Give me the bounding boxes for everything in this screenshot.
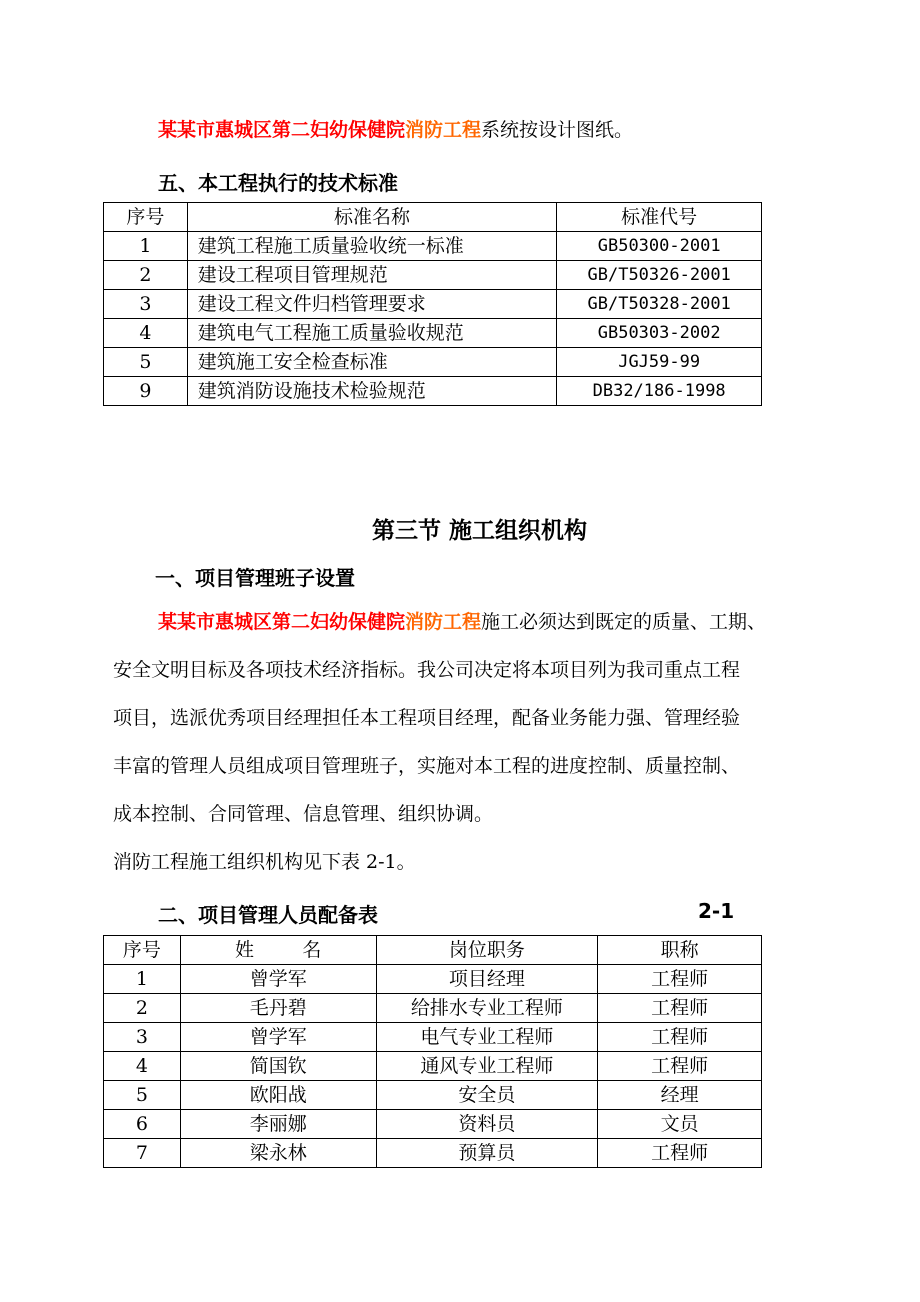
row-number: 2 (104, 261, 188, 290)
table-row (104, 1081, 762, 1110)
body-project-type: 消防工程 (405, 611, 482, 633)
staff-title: 经理 (598, 1081, 762, 1110)
row-number: 5 (104, 348, 188, 377)
staff-position: 给排水专业工程师 (376, 994, 598, 1023)
table-row (104, 319, 762, 348)
staff-name: 李丽娜 (180, 1110, 376, 1139)
body-line-3: 项目，选派优秀项目经理担任本工程项目经理，配备业务能力强、管理经验 (113, 707, 741, 729)
staff-name: 曾学军 (180, 1023, 376, 1052)
staff-title: 工程师 (598, 1023, 762, 1052)
table-number: 2-1 (698, 899, 735, 923)
standard-name: 建筑电气工程施工质量验收规范 (187, 319, 557, 348)
table-row (104, 1052, 762, 1081)
staff-name: 毛丹碧 (180, 994, 376, 1023)
staff-position: 资料员 (376, 1110, 598, 1139)
staff-name: 曾学军 (180, 965, 376, 994)
header-cell: 序号 (104, 203, 188, 232)
staff-position: 项目经理 (376, 965, 598, 994)
staff-name: 欧阳战 (180, 1081, 376, 1110)
table-reference-line: 消防工程施工组织机构见下表 2-1。 (113, 851, 416, 873)
standard-code: GB50300-2001 (557, 232, 762, 261)
table-row (104, 290, 762, 319)
body-line-2: 安全文明目标及各项技术经济指标。我公司决定将本项目列为我司重点工程 (113, 659, 741, 681)
staff-title: 工程师 (598, 965, 762, 994)
row-number: 5 (104, 1081, 181, 1110)
standards-table-header (104, 203, 762, 232)
standard-code: GB50303-2002 (557, 319, 762, 348)
intro-project-name: 某某市惠城区第二妇幼保健院 (158, 119, 406, 141)
standard-name: 建设工程项目管理规范 (187, 261, 557, 290)
standard-name: 建设工程文件归档管理要求 (187, 290, 557, 319)
intro-project-type: 消防工程 (405, 119, 482, 141)
header-cell: 标准名称 (187, 203, 557, 232)
body-line-4: 丰富的管理人员组成项目管理班子，实施对本工程的进度控制、质量控制、 (113, 755, 741, 777)
intro-line (158, 118, 633, 142)
row-number: 9 (104, 377, 188, 406)
row-number: 4 (104, 1052, 181, 1081)
standards-table (103, 202, 762, 406)
table-row (104, 965, 762, 994)
standard-code: GB/T50326-2001 (557, 261, 762, 290)
standard-code: GB/T50328-2001 (557, 290, 762, 319)
staff-title: 文员 (598, 1110, 762, 1139)
header-cell: 序号 (104, 936, 181, 965)
body-line-5: 成本控制、合同管理、信息管理、组织协调。 (113, 803, 494, 825)
staff-position: 电气专业工程师 (376, 1023, 598, 1052)
standard-code: DB32/186-1998 (557, 377, 762, 406)
staff-title: 工程师 (598, 1052, 762, 1081)
row-number: 7 (104, 1139, 181, 1168)
body-project-name: 某某市惠城区第二妇幼保健院 (158, 611, 406, 633)
row-number: 3 (104, 1023, 181, 1052)
row-number: 4 (104, 319, 188, 348)
staff-position: 通风专业工程师 (376, 1052, 598, 1081)
staff-title: 工程师 (598, 1139, 762, 1168)
row-number: 2 (104, 994, 181, 1023)
subsection-heading-1: 一、项目管理班子设置 (155, 566, 355, 590)
row-number: 3 (104, 290, 188, 319)
row-number: 1 (104, 232, 188, 261)
table-row (104, 232, 762, 261)
staff-position: 安全员 (376, 1081, 598, 1110)
staff-position: 预算员 (376, 1139, 598, 1168)
table-row (104, 261, 762, 290)
intro-rest: 系统按设计图纸。 (481, 119, 634, 141)
table-row (104, 1139, 762, 1168)
table-row (104, 377, 762, 406)
standard-code: JGJ59-99 (557, 348, 762, 377)
table-row (104, 1023, 762, 1052)
subsection-heading-2: 二、项目管理人员配备表 (158, 903, 378, 927)
header-cell: 岗位职务 (376, 936, 598, 965)
row-number: 1 (104, 965, 181, 994)
header-cell: 职称 (598, 936, 762, 965)
staff-table-header (104, 936, 762, 965)
table-row (104, 1110, 762, 1139)
staff-table (103, 935, 762, 1168)
body-line-1 (158, 610, 766, 634)
standard-name: 建筑工程施工质量验收统一标准 (187, 232, 557, 261)
standard-name: 建筑消防设施技术检验规范 (187, 377, 557, 406)
staff-name: 简国钦 (180, 1052, 376, 1081)
standard-name: 建筑施工安全检查标准 (187, 348, 557, 377)
header-cell: 姓 名 (180, 936, 376, 965)
body-line-1-rest: 施工必须达到既定的质量、工期、 (481, 611, 767, 633)
staff-name: 梁永林 (180, 1139, 376, 1168)
header-cell: 标准代号 (557, 203, 762, 232)
staff-title: 工程师 (598, 994, 762, 1023)
row-number: 6 (104, 1110, 181, 1139)
section-title: 第三节 施工组织机构 (372, 518, 588, 544)
table-row (104, 994, 762, 1023)
table-row (104, 348, 762, 377)
standards-heading: 五、本工程执行的技术标准 (158, 171, 398, 195)
